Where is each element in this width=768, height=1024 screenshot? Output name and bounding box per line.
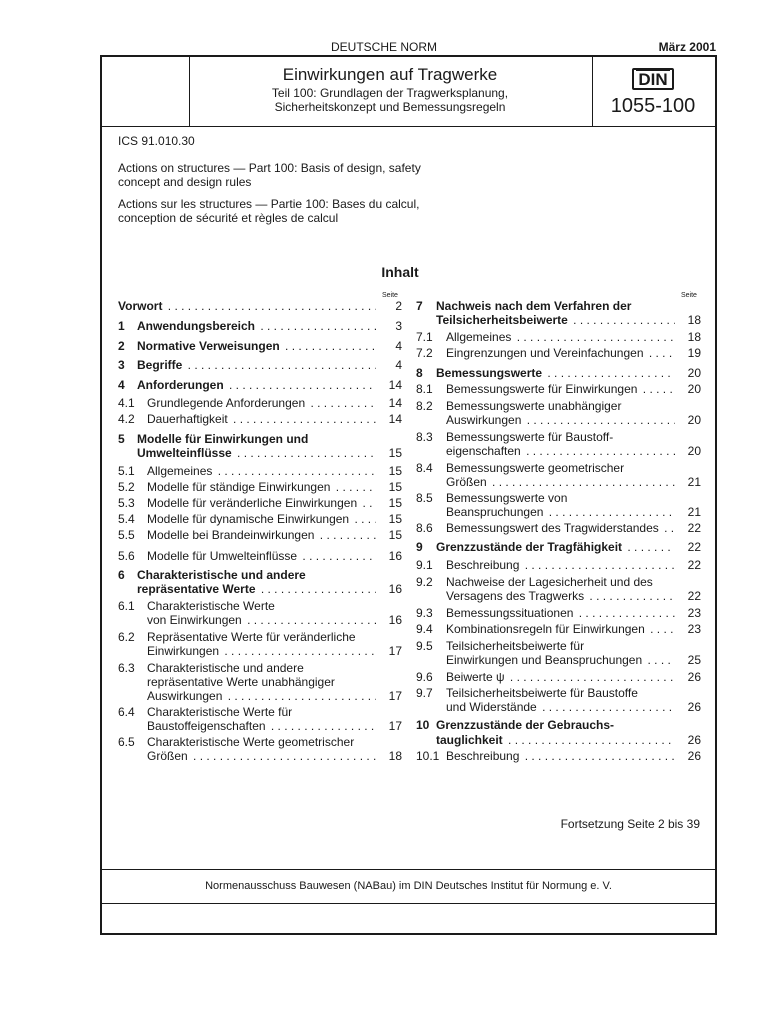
toc-entry-title: Begriffe . . . <box>137 358 376 373</box>
toc-entry-title: Modelle für veränderliche Einwirkungen . . . <box>147 496 376 511</box>
din-logo-text: DIN <box>638 70 668 89</box>
english-title-line1: Actions on structures — Part 100: Basis of design, safety <box>118 161 421 175</box>
toc-entry-page: 16 <box>388 613 402 627</box>
toc-entry-page: 15 <box>388 464 402 478</box>
toc-entry-title: Größen . . . <box>147 749 376 764</box>
toc-entry-number: 2 <box>118 339 125 353</box>
toc-entry-page: 15 <box>388 446 402 460</box>
toc-entry-page: 14 <box>388 412 402 426</box>
toc-entry-page: 15 <box>388 496 402 510</box>
toc-heading: Inhalt <box>381 264 419 280</box>
toc-entry-page: 15 <box>388 528 402 542</box>
toc-entry-title: Charakteristische Werte geometrischer <box>147 735 355 749</box>
document-subtitle-line1: Teil 100: Grundlagen der Tragwerksplanung, <box>271 86 509 100</box>
toc-entry-page: 17 <box>388 644 402 658</box>
toc-entry-title: Repräsentative Werte für veränderliche <box>147 630 356 644</box>
toc-entry-title: Modelle für dynamische Einwirkungen . . . <box>147 512 376 527</box>
toc-entry-title: Grenzzustände der Gebrauchs- <box>436 718 615 732</box>
toc-entry-page: 21 <box>687 475 701 489</box>
document-type-label: DEUTSCHE NORM <box>330 40 437 54</box>
publisher-footer: Normenausschuss Bauwesen (NABau) im DIN Deutsches Institut für Normung e. V. <box>205 880 612 892</box>
toc-entry-page: 22 <box>687 521 701 535</box>
toc-entry-page: 17 <box>388 689 402 703</box>
toc-entry-page: 16 <box>388 549 402 563</box>
toc-entry-title: Anforderungen . . . <box>137 378 376 393</box>
toc-entry-title: Beschreibung . . . <box>446 558 675 573</box>
toc-entry-title: Modelle für Einwirkungen und <box>137 432 309 446</box>
toc-entry-number: 4.1 <box>118 396 135 410</box>
toc-entry-title: von Einwirkungen . . . <box>147 613 376 628</box>
toc-entry-title: repräsentative Werte . . . <box>137 582 376 597</box>
toc-entry-title: Auswirkungen . . . <box>446 413 675 428</box>
toc-entry-page: 3 <box>395 319 402 333</box>
toc-entry-number: 6.3 <box>118 661 135 675</box>
toc-entry-number: 8.3 <box>416 430 433 444</box>
toc-entry-number: 5.2 <box>118 480 135 494</box>
toc-entry-number: 9.3 <box>416 606 433 620</box>
header-divider <box>102 126 715 127</box>
toc-entry-page: 20 <box>687 382 701 396</box>
toc-entry-title: Allgemeines . . . <box>147 464 376 479</box>
toc-entry-page: 26 <box>687 670 701 684</box>
toc-entry-page: 26 <box>687 733 701 747</box>
toc-entry-number: 1 <box>118 319 125 333</box>
toc-entry-title: und Widerstände . . . <box>446 700 675 715</box>
toc-entry-number: 7.2 <box>416 346 433 360</box>
toc-entry-page: 22 <box>687 558 701 572</box>
toc-entry-number: 10 <box>416 718 430 732</box>
toc-entry-title: Charakteristische und andere <box>147 661 304 675</box>
toc-entry-number: 5.3 <box>118 496 135 510</box>
french-title-line2: conception de sécurité et règles de calcul <box>118 211 339 225</box>
toc-entry-page: 14 <box>388 378 402 392</box>
toc-entry-title: Bemessungssituationen . . . <box>446 606 675 621</box>
toc-entry-page: 2 <box>395 299 402 313</box>
toc-entry-title: Bemessungswert des Tragwiderstandes . . . <box>446 521 675 536</box>
toc-entry-title: Auswirkungen . . . <box>147 689 376 704</box>
toc-entry-title: repräsentative Werte unabhängiger <box>147 675 335 689</box>
toc-entry-number: 4 <box>118 378 125 392</box>
toc-entry-page: 18 <box>687 330 701 344</box>
toc-entry-number: 6.5 <box>118 735 135 749</box>
toc-entry-title: Teilsicherheitsbeiwerte für Baustoffe <box>446 686 638 700</box>
toc-entry-title: Beanspruchungen . . . <box>446 505 675 520</box>
toc-entry-title: Größen . . . <box>446 475 675 490</box>
toc-entry-number: 9.4 <box>416 622 433 636</box>
french-title-line1: Actions sur les structures — Partie 100: Bases du calcul, <box>118 197 420 211</box>
toc-entry-page: 16 <box>388 582 402 596</box>
toc-entry-number: 5.4 <box>118 512 135 526</box>
toc-entry-title: Grenzzustände der Tragfähigkeit . . . <box>436 540 675 555</box>
toc-entry-title: Teilsicherheitsbeiwerte . . . <box>436 313 675 328</box>
toc-entry-title: Dauerhaftigkeit . . . <box>147 412 376 427</box>
toc-entry-page: 22 <box>687 540 701 554</box>
toc-entry-number: 8 <box>416 366 423 380</box>
toc-entry-page: 26 <box>687 749 701 763</box>
document-subtitle-line2: Sicherheitskonzept und Bemessungsregeln <box>274 100 506 114</box>
toc-entry-title: Bemessungswerte . . . <box>436 366 675 381</box>
toc-entry-page: 21 <box>687 505 701 519</box>
toc-entry-title: Kombinationsregeln für Einwirkungen . . . <box>446 622 675 637</box>
toc-entry-title: Einwirkungen und Beanspruchungen . . . <box>446 653 675 668</box>
issue-date: März 2001 <box>658 40 716 54</box>
toc-entry-number: 9.6 <box>416 670 433 684</box>
toc-entry-number: 9.1 <box>416 558 433 572</box>
toc-entry-title: tauglichkeit . . . <box>436 733 675 748</box>
toc-entry-title: Teilsicherheitsbeiwerte für <box>446 639 585 653</box>
toc-entry-number: 5 <box>118 432 125 446</box>
toc-entry-title: Bemessungswerte geometrischer <box>446 461 625 475</box>
toc-entry-page: 18 <box>388 749 402 763</box>
toc-entry-page: 15 <box>388 480 402 494</box>
toc-entry-title: Versagens des Tragwerks . . . <box>446 589 675 604</box>
toc-entry-number: 4.2 <box>118 412 135 426</box>
toc-entry-page: 26 <box>687 700 701 714</box>
toc-entry-number: 5.6 <box>118 549 135 563</box>
toc-entry-page: 22 <box>687 589 701 603</box>
toc-entry-page: 18 <box>687 313 701 327</box>
toc-entry-title: Nachweise der Lagesicherheit und des <box>446 575 653 589</box>
toc-entry-title: Bemessungswerte von <box>446 491 568 505</box>
english-title-line2: concept and design rules <box>118 175 252 189</box>
toc-entry-title: Anwendungsbereich . . . <box>137 319 376 334</box>
toc-entry-title: Bemessungswerte für Baustoff- <box>446 430 614 444</box>
toc-entry-title: Nachweis nach dem Verfahren der <box>436 299 632 313</box>
toc-entry-number: 6.2 <box>118 630 135 644</box>
toc-entry-title: Eingrenzungen und Vereinfachungen . . . <box>446 346 675 361</box>
toc-entry-number: 8.4 <box>416 461 433 475</box>
toc-entry-number: 8.1 <box>416 382 433 396</box>
toc-entry-page: 20 <box>687 366 701 380</box>
toc-entry-number: 6.1 <box>118 599 135 613</box>
toc-entry-number: 3 <box>118 358 125 372</box>
document-title: Einwirkungen auf Tragwerke <box>282 65 498 84</box>
toc-entry-number: 8.2 <box>416 399 433 413</box>
toc-entry-page: 23 <box>687 622 701 636</box>
toc-entry-title: Vorwort . . . <box>118 299 376 314</box>
toc-entry-page: 14 <box>388 396 402 410</box>
toc-entry-number: 6.4 <box>118 705 135 719</box>
toc-entry-page: 4 <box>395 339 402 353</box>
toc-entry-title: Charakteristische Werte <box>147 599 275 613</box>
toc-entry-number: 9.2 <box>416 575 433 589</box>
toc-entry-title: Bemessungswerte für Einwirkungen . . . <box>446 382 675 397</box>
toc-entry-title: Beschreibung . . . <box>446 749 675 764</box>
toc-entry-number: 9.5 <box>416 639 433 653</box>
toc-entry-title: Modelle für Umwelteinflüsse . . . <box>147 549 376 564</box>
footer-divider-bottom <box>102 903 715 904</box>
toc-entry-number: 9 <box>416 540 423 554</box>
toc-entry-number: 8.6 <box>416 521 433 535</box>
din-logo <box>632 68 674 90</box>
toc-entry-title: Bemessungswerte unabhängiger <box>446 399 622 413</box>
toc-entry-number: 9.7 <box>416 686 433 700</box>
toc-entry-page: 23 <box>687 606 701 620</box>
toc-entry-number: 5.1 <box>118 464 135 478</box>
toc-entry-title: Beiwerte ψ . . . <box>446 670 675 685</box>
toc-entry-page: 15 <box>388 512 402 526</box>
toc-entry-title: Grundlegende Anforderungen . . . <box>147 396 376 411</box>
toc-entry-title: Allgemeines . . . <box>446 330 675 345</box>
toc-entry-page: 17 <box>388 719 402 733</box>
toc-entry-page: 20 <box>687 444 701 458</box>
toc-entry-number: 7 <box>416 299 423 313</box>
toc-entry-page: 4 <box>395 358 402 372</box>
standard-number: 1055-100 <box>610 95 696 117</box>
toc-entry-title: Modelle für ständige Einwirkungen . . . <box>147 480 376 495</box>
toc-left-page-label: Seite <box>382 292 398 299</box>
toc-entry-title: Umwelteinflüsse . . . <box>137 446 376 461</box>
toc-entry-title: eigenschaften . . . <box>446 444 675 459</box>
toc-entry-number: 8.5 <box>416 491 433 505</box>
toc-entry-number: 10.1 <box>416 749 440 763</box>
footer-divider-top <box>102 869 715 870</box>
toc-entry-title: Charakteristische Werte für <box>147 705 293 719</box>
toc-entry-page: 25 <box>687 653 701 667</box>
toc-entry-title: Einwirkungen . . . <box>147 644 376 659</box>
toc-entry-number: 6 <box>118 568 125 582</box>
toc-entry-page: 19 <box>687 346 701 360</box>
toc-entry-number: 7.1 <box>416 330 433 344</box>
continuation-note: Fortsetzung Seite 2 bis 39 <box>560 817 700 831</box>
toc-right-page-label: Seite <box>681 292 697 299</box>
toc-entry-title: Baustoffeigenschaften . . . <box>147 719 376 734</box>
toc-entry-number: 5.5 <box>118 528 135 542</box>
ics-code: ICS 91.010.30 <box>118 134 195 148</box>
toc-entry-title: Normative Verweisungen . . . <box>137 339 376 354</box>
toc-entry-title: Charakteristische und andere <box>137 568 306 582</box>
toc-entry-page: 20 <box>687 413 701 427</box>
toc-entry-title: Modelle bei Brandeinwirkungen . . . <box>147 528 376 543</box>
